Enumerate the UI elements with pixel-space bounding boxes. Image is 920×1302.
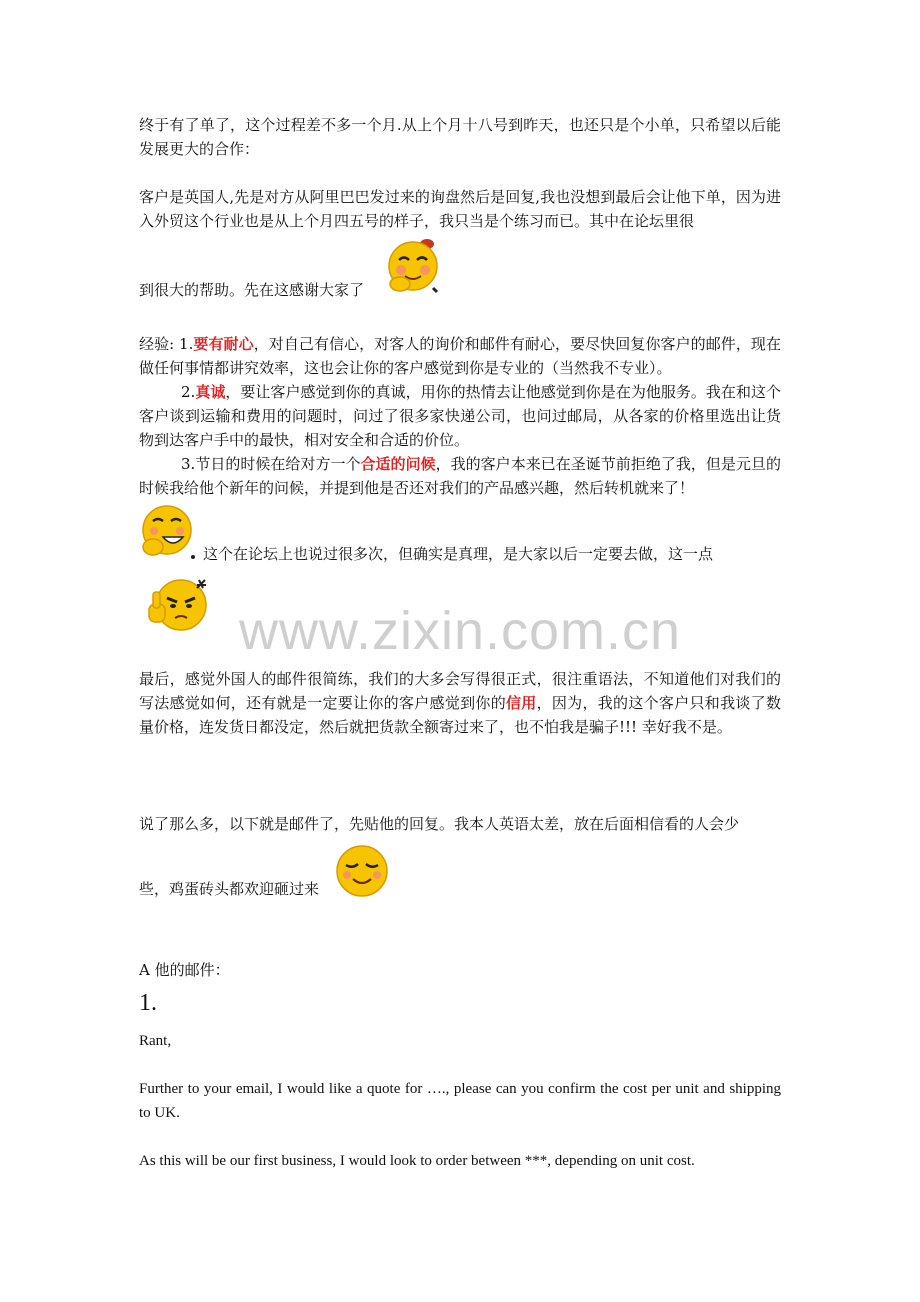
experience-2 (139, 380, 781, 452)
experience-1-highlight: 要有耐心 (193, 335, 254, 353)
experience-2-text: ，要让客户感觉到你的真诚，用你的热情去让他感觉到你是在为他服务。我在和这个客户谈到运输和费用的问题时，问过了很多家快递公司，也问过邮局，从各家的价格里选出让货物到达客户手中的最快，相对安全和合适的价位。 (139, 383, 781, 449)
experience-2-prefix: 2. (181, 383, 196, 401)
shy-smile-emoji-icon (385, 236, 441, 296)
watermark: www.zixin.com.cn (238, 601, 682, 661)
paragraph-customer: 客户是英国人,先是对方从阿里巴巴发过来的询盘然后是回复,我也没想到最后会让他下单，因为进入外贸这个行业也是从上个月四五号的样子，我只当是个练习而已。其中在论坛里很 (139, 188, 781, 230)
mail-label: A 他的邮件： (139, 961, 230, 979)
mail-paragraph-2: As this will be our first business, I would look to order between ***, depending on unit cost. (139, 1153, 695, 1169)
experience-2-highlight: 真诚 (195, 383, 226, 401)
paragraph-mail-intro-end: 些，鸡蛋砖头都欢迎砸过来 (139, 880, 320, 898)
angry-thumbs-emoji-icon (145, 576, 209, 634)
experience-3-prefix: 3.节日的时候在给对方一个 (181, 455, 361, 473)
mail-number: 1. (139, 990, 157, 1016)
grin-emoji-icon (333, 843, 391, 899)
mail-greeting: Rant, (139, 1033, 172, 1049)
experience-1-prefix: 经验: 1. (139, 335, 194, 353)
mail-paragraph-1: Further to your email, I would like a quote for …., please can you confirm the cost per unit and shipping to UK. (139, 1081, 781, 1121)
experience-3 (139, 452, 781, 500)
experience-1 (139, 332, 781, 380)
emoji-line-text: 这个在论坛上也说过很多次，但确实是真理，是大家以后一定要去做，这一点 (203, 545, 714, 563)
paragraph-final-highlight: 信用 (506, 694, 537, 712)
experience-1-text: ，对自己有信心，对客人的询价和邮件有耐心，要尽快回复你客户的邮件，现在做任何事情都讲究效率，这也会让你的客户感觉到你是专业的（当然我不专业）。 (139, 335, 781, 377)
paragraph-thanks: 到很大的帮助。先在这感谢大家了 (139, 281, 365, 299)
paragraph-final-text-a: 最后，感觉外国人的邮件很简练，我们的大多会写得很正式，很注重语法，不知道他们对我们的写法感觉如何，还有就是一定要让你的客户感觉到你的 (139, 670, 781, 712)
paragraph-final (139, 667, 781, 739)
experience-3-highlight: 合适的问候 (360, 455, 436, 473)
paragraph-intro: 终于有了单了，这个过程差不多一个月.从上个月十八号到昨天，也还只是个小单，只希望以后能发展更大的合作： (139, 116, 781, 158)
paragraph-mail-intro: 说了那么多，以下就是邮件了，先贴他的回复。我本人英语太差，放在后面相信看的人会少 (139, 815, 740, 833)
experience-3-text: ，我的客户本来已在圣诞节前拒绝了我，但是元旦的时候我给他个新年的问候，并提到他是否还对我们的产品感兴趣，然后转机就来了！ (139, 455, 781, 497)
paragraph-final-text-b: ，因为，我的这个客户只和我谈了数量价格，连发货日都没定，然后就把货款全额寄过来了，也不怕我是骗子!!! 幸好我不是。 (139, 694, 781, 736)
giggle-emoji-icon (139, 503, 197, 561)
